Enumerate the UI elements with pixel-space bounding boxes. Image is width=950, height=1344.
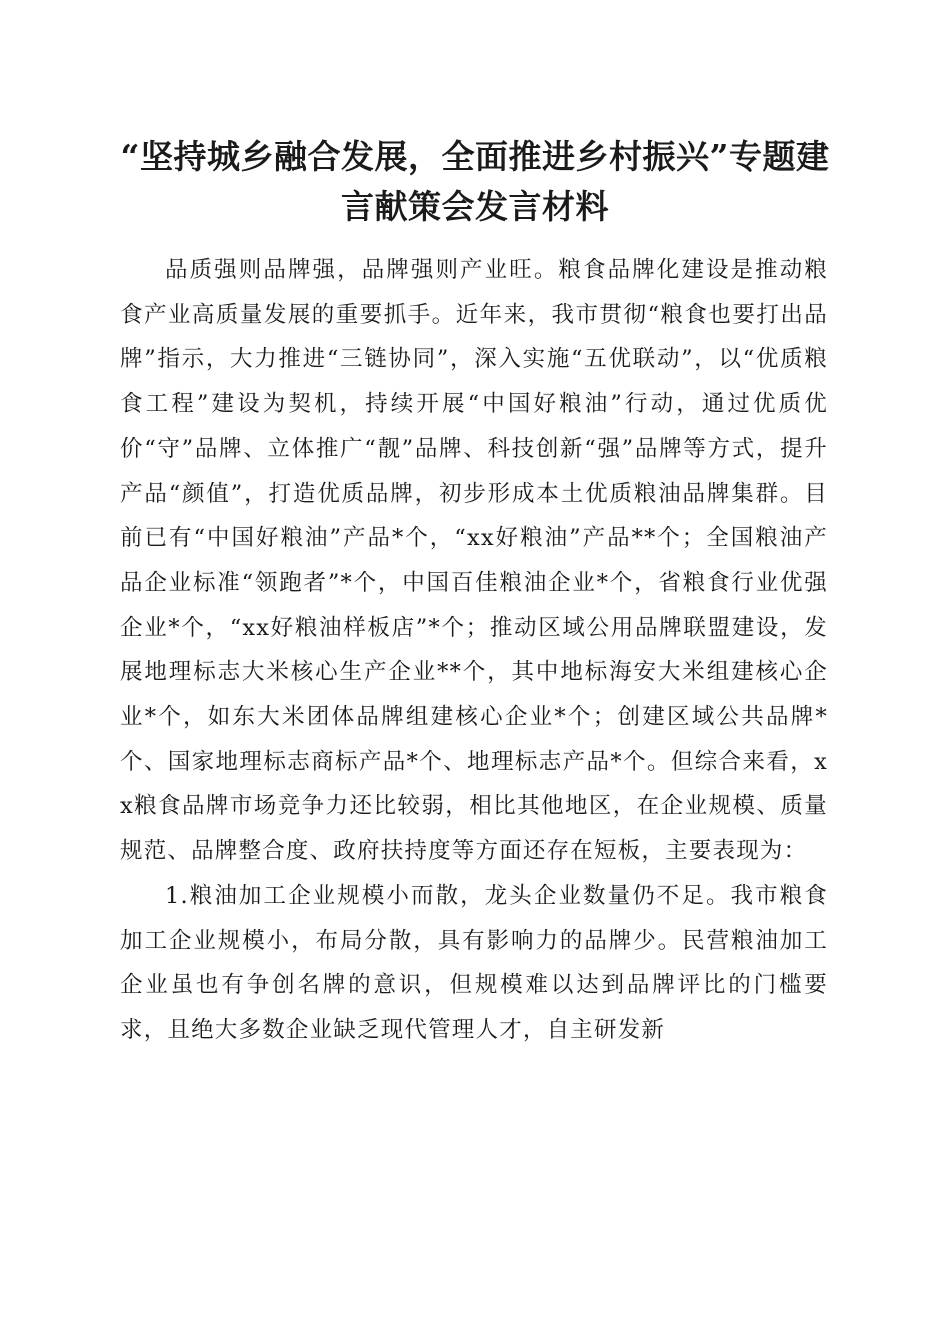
document-body	[120, 248, 828, 1053]
document-title: “坚持城乡融合发展，全面推进乡村振兴”专题建言献策会发言材料	[120, 137, 830, 226]
paragraph-intro: 品质强则品牌强，品牌强则产业旺。粮食品牌化建设是推动粮食产业高质量发展的重要抓手。近年来，我市贯彻“粮食也要打出品牌”指示，大力推进“三链协同”，深入实施“五优联动”，以“优质粮食工程”建设为契机，持续开展“中国好粮油”行动，通过优质优价“守”品牌、立体推广“靓”品牌、科技创新“强”品牌等方式，提升产品“颜值”，打造优质品牌，初步形成本土优质粮油品牌集群。目前已有“中国好粮油”产品*个，“xx好粮油”产品**个；全国粮油产品企业标准“领跑者”*个，中国百佳粮油企业*个，省粮食行业优强企业*个，“xx好粮油样板店”*个；推动区域公用品牌联盟建设，发展地理标志大米核心生产企业**个，其中地标海安大米组建核心企业*个，如东大米团体品牌组建核心企业*个；创建区域公共品牌*个、国家地理标志商标产品*个、地理标志产品*个。但综合来看，xx粮食品牌市场竞争力还比较弱，相比其他地区，在企业规模、质量规范、品牌整合度、政府扶持度等方面还存在短板，主要表现为：	[120, 257, 828, 865]
paragraph-point-1: 1.粮油加工企业规模小而散，龙头企业数量仍不足。我市粮食加工企业规模小，布局分散，具有影响力的品牌少。民营粮油加工企业虽也有争创名牌的意识，但规模难以达到品牌评比的门槛要求，且绝大多数企业缺乏现代管理人才，自主研发新	[120, 882, 828, 1043]
